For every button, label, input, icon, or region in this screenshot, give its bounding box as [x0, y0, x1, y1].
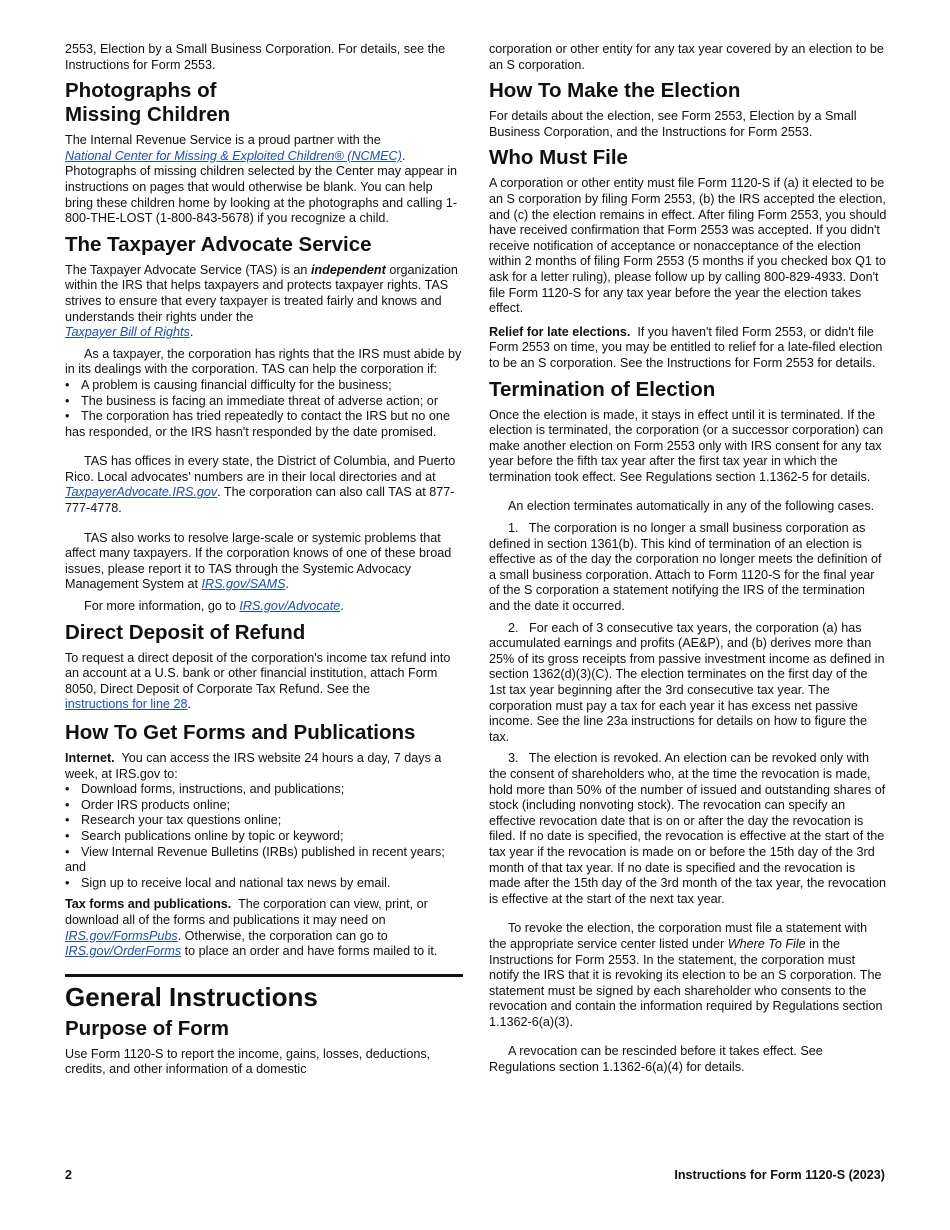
relief-label: Relief for late elections.: [489, 324, 631, 339]
tax-forms-end: to place an order and have forms mailed to it.: [184, 944, 438, 959]
who-must-file-text: A corporation or other entity must file Form 1120-S if (a) it elected to be an S corporation by filing Form 2553, (b) the IRS accepted the election, and (c) the election remains in effect. After filing Form 2553, you should have received confirmation that Form 2553 was accepted. If you didn't receive notification of acceptance or nonacceptance of the election within 2 months of filing Form 2553 (5 months if you checked box Q1 to ask for a letter ruling), please follow up by calling 800-829-4933. Don't file Form 1120-S for any tax year before the year the election takes effect.: [489, 176, 887, 316]
footer-title: Instructions for Form 1120-S (2023): [674, 1168, 885, 1182]
revoke-text-a: To revoke the election, the corporation must file a statement with the appropriate service center listed under: [489, 921, 868, 951]
tas-paragraph-4: TAS also works to resolve large-scale or systemic problems that affect many taxpayers. If the corporation knows of one of these broad issues, please report it to TAS through the Systemic Advocacy Management System at IRS.gov/SAMS.: [65, 530, 452, 592]
order-forms-link[interactable]: IRS.gov/OrderForms: [65, 944, 182, 959]
tas-p5-a: For more information, go to: [84, 599, 236, 614]
revoke-paragraph: [489, 921, 887, 1030]
tax-forms-text: The corporation can view, print, or download all of the forms and publications it may need on: [65, 897, 428, 927]
tas-paragraph-5: For more information, go to IRS.gov/Advocate.: [84, 599, 344, 614]
make-election-text: For details about the election, see Form 2553, Election by a Small Business Corporation, and the Instructions for Form 2553.: [489, 109, 857, 139]
relief-text: If you haven't filed Form 2553, or didn't file Form 2553 on time, you may be entitled to relief for a late-filed election to be an S corporation. See the Instructions for Form 2553 for details.: [489, 324, 883, 370]
irs-advocate-link[interactable]: IRS.gov/Advocate: [239, 599, 341, 614]
tax-forms-paragraph: [65, 897, 463, 959]
purpose-of-form-text: Use Form 1120-S to report the income, gains, losses, deductions, credits, and other information of a domestic: [65, 1046, 431, 1077]
list-item: • Sign up to receive local and national tax news by email.: [65, 875, 391, 890]
tas-heading: The Taxpayer Advocate Service: [65, 232, 372, 256]
list-item: • Search publications online by topic or keyword;: [65, 828, 344, 843]
make-election-heading: How To Make the Election: [489, 79, 741, 103]
right-intro-text: corporation or other entity for any tax year covered by an election to be an S corporation.: [489, 42, 884, 72]
forms-pubs-link[interactable]: IRS.gov/FormsPubs: [65, 928, 178, 943]
internet-paragraph: [65, 751, 463, 782]
tas-paragraph-1: The Taxpayer Advocate Service (TAS) is an independent organization within the IRS that helps taxpayers and protects taxpayer rights. TAS strives to ensure that every taxpayer is treated fairly and knows and understands their rights under the Taxpayer Bill of Rights.: [65, 262, 458, 340]
page-number: 2: [65, 1168, 73, 1182]
termination-item-1: 1. The corporation is no longer a small business corporation as defined in section 1361(b). This kind of termination of an election is effective as of the day the corporation no longer meets the definition of a small business corporation. Attach to Form 1120-S for the final year of the S corporation a statement notifying the IRS of the termination and the date it occurred.: [489, 521, 886, 614]
relief-paragraph: [489, 325, 887, 372]
tas-p1-b: organization within the IRS that helps taxpayers and protects taxpayer rights. TAS strives to ensure that every taxpayer is treated fairly and knows and understands their rights under the: [65, 262, 458, 324]
independent-emphasis: independent: [310, 262, 386, 277]
list-item: • View Internal Revenue Bulletins (IRBs) published in recent years; and: [65, 844, 445, 875]
where-to-file-emphasis: Where To File: [727, 936, 806, 951]
forms-heading: How To Get Forms and Publications: [65, 721, 416, 744]
photographs-text: [65, 133, 463, 227]
forms-bullet-list: [65, 782, 463, 891]
list-item: • The business is facing an immediate threat of adverse action; or: [65, 393, 439, 408]
who-must-file-heading: Who Must File: [489, 146, 628, 170]
tas-p4-a: TAS also works to resolve large-scale or systemic problems that affect many taxpayers. If the corporation knows of one of these broad issues, please report it to TAS through the Systemic Advocacy Management System at: [65, 530, 452, 592]
tax-forms-mid: . Otherwise, the corporation can go to: [177, 928, 388, 943]
ncmec-link[interactable]: National Center for Missing & Exploited Children® (NCMEC): [65, 148, 402, 163]
direct-deposit-heading: Direct Deposit of Refund: [65, 620, 306, 644]
tas-p3-b: . The corporation can also call TAS at 877-777-4778.: [65, 485, 455, 516]
termination-item-2: 2. For each of 3 consecutive tax years, the corporation (a) has accumulated earnings and profits (AE&P), and (b) derives more than 25% of its gross receipts from passive investment income as defined in section 1362(d)(3)(C). The election terminates on the first day of the 1st tax year beginning after the 3rd consecutive tax year. The corporation must pay a tax for each year it has excess net passive income. See the line 23a instructions for details on how to figure the tax.: [489, 620, 888, 744]
tas-paragraph-2: As a taxpayer, the corporation has rights that the IRS must abide by in its dealings with the corporation. TAS can help the corporation if:: [65, 346, 462, 377]
list-item: • Research your tax questions online;: [65, 813, 282, 828]
list-item: • The corporation has tried repeatedly to contact the IRS but no one has responded, or the IRS hasn't responded by the date promised.: [65, 409, 450, 439]
tas-bullet-list: [65, 378, 463, 440]
section-divider: [65, 974, 463, 979]
direct-deposit-text: To request a direct deposit of the corporation's income tax refund into an account at a U.S. bank or other financial institution, attach Form 8050, Direct Deposit of Corporate Tax Refund. See the instructions for line 28.: [65, 650, 451, 712]
tas-p3-a: TAS has offices in every state, the District of Columbia, and Puerto Rico. Local advocates' numbers are in their local directories and at: [65, 454, 456, 484]
revoke-text-b: in the Instructions for Form 2553. In the statement, the corporation must notify the IRS that it is revoking its election to be an S corporation. The statement must be signed by each shareholder who consents to the revocation and contain the information required by Regulations section 1.1362-6(a)(3).: [489, 936, 883, 1029]
internet-label: Internet.: [65, 751, 115, 765]
taxpayer-bill-of-rights-link[interactable]: Taxpayer Bill of Rights: [65, 325, 190, 340]
list-item: • Download forms, instructions, and publications;: [65, 782, 345, 797]
internet-text: You can access the IRS website 24 hours a day, 7 days a week, at IRS.gov to:: [65, 751, 442, 781]
termination-paragraph-2: An election terminates automatically in any of the following cases.: [508, 499, 875, 514]
tas-p1-a: The Taxpayer Advocate Service (TAS) is an: [65, 262, 308, 277]
irs-sams-link[interactable]: IRS.gov/SAMS: [201, 577, 286, 592]
left-column: [65, 42, 463, 1084]
rescind-paragraph: A revocation can be rescinded before it takes effect. See Regulations section 1.1362-6(a)(4) for details.: [489, 1044, 823, 1075]
tax-forms-label: Tax forms and publications.: [65, 897, 232, 912]
list-item: • A problem is causing financial difficulty for the business;: [65, 377, 392, 392]
photographs-text-a: The Internal Revenue Service is a proud partner with the: [65, 133, 381, 148]
direct-deposit-text-a: To request a direct deposit of the corporation's income tax refund into an account at a U.S. bank or other financial institution, attach Form 8050, Direct Deposit of Corporate Tax Refund. See the: [65, 650, 451, 696]
termination-item-3: 3. The election is revoked. An election can be revoked only with the consent of shareholders who, at the time the revocation is made, hold more than 50% of the number of issued and outstanding shares of stock (including nonvoting stock). The revocation can specify an effective revocation date that is on or after the day the revocation is filed. If no date is specified, the revocation is effective at the start of the tax year if the revocation is made on or before the 15th day of the 3rd month of that tax year. If no date is specified and the revocation is made after the 15th day of the 3rd month of the tax year, the revocation is effective at the start of the next tax year.: [489, 751, 890, 906]
termination-paragraph-1: Once the election is made, it stays in effect until it is terminated. If the election is terminated, the corporation (or a successor corporation) can make another election on Form 2553 only with IRS consent for any tax year before the fifth tax year after the first tax year in which the termination took effect. See Regulations section 1.1362-5 for details.: [489, 407, 884, 484]
line-28-instructions-link[interactable]: instructions for line 28: [65, 697, 188, 712]
taxpayer-advocate-link[interactable]: TaxpayerAdvocate.IRS.gov: [65, 485, 218, 500]
purpose-of-form-heading: Purpose of Form: [65, 1016, 230, 1040]
photographs-heading: [65, 79, 463, 127]
tas-paragraph-3: [65, 454, 463, 516]
photographs-heading-line1: Photographs of: [65, 79, 217, 103]
photographs-heading-line2: Missing Children: [65, 103, 231, 127]
right-column: [489, 42, 890, 1082]
intro-text: 2553, Election by a Small Business Corporation. For details, see the Instructions for Form 2553.: [65, 42, 446, 72]
termination-heading: Termination of Election: [489, 377, 716, 401]
photographs-text-b: . Photographs of missing children selected by the Center may appear in instructions on pages that would otherwise be blank. You can help bring these children home by looking at the photographs and calling 1-800-THE-LOST (1-800-843-5678) if you recognize a child.: [65, 148, 458, 226]
general-instructions-heading: General Instructions: [65, 981, 318, 1012]
list-item: • Order IRS products online;: [65, 797, 231, 812]
